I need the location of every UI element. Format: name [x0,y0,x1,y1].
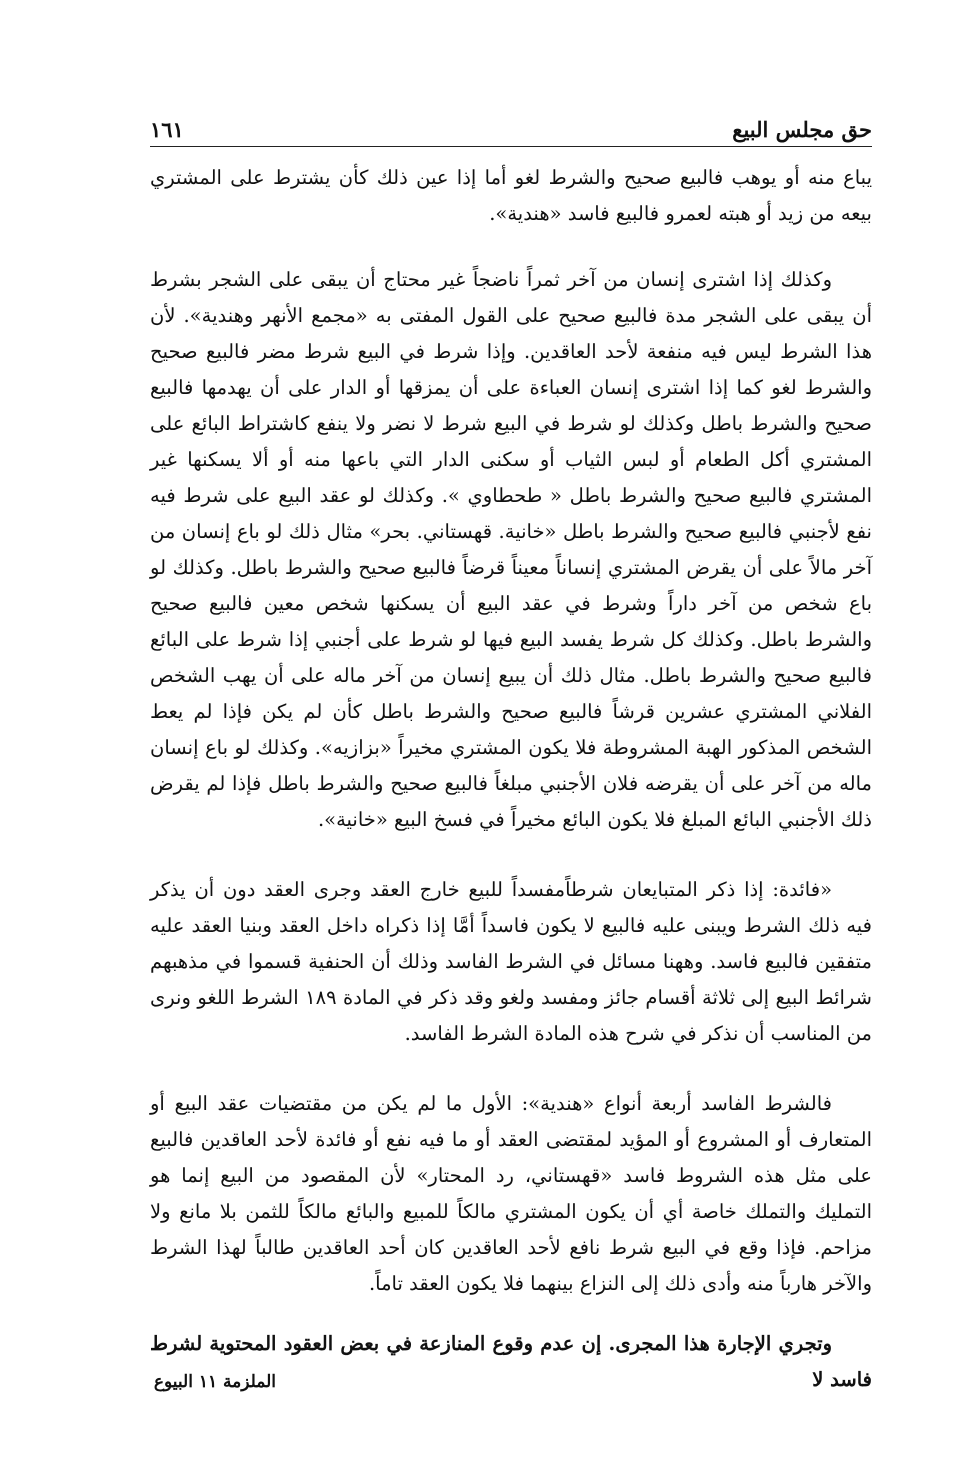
page-body [150,160,872,1398]
paragraph-5: وتجري الإجارة هذا المجرى. إن عدم وقوع المنازعة في بعض العقود المحتوية لشرط فاسد لا [150,1332,872,1391]
paragraph-4: فالشرط الفاسد أربعة أنواع «هندية»: الأول ما لم يكن من مقتضيات عقد البيع أو المتعارف أو المشروع أو المؤيد لمقتضى العقد أو ما فيه نفع أو فائدة لأحد العاقدين فالبيع على مثل هذه الشروط فاسد «قهستاني، رد المحتار» لأن المقصود من البيع إنما هو التمليك والتملك خاصة أي أن يكون المشتري مالكاً للمبيع والبائع مالكاً للثمن بلا مانع ولا مزاحم. فإذا وقع في البيع شرط نافع لأحد العاقدين كان أحد العاقدين طالباً لهذا الشرط والآخر هارباً منه وأدى ذلك إلى النزاع بينهما فلا يكون العقد تاماً. [150,1092,872,1295]
paragraph-3: «فائدة: إذا ذكر المتبايعان شرطاًمفسداً للبيع خارج العقد وجرى العقد دون أن يذكر فيه ذلك الشرط ويبنى عليه فالبيع لا يكون فاسداً أمَّا إذا ذكراه داخل العقد وبنيا العقد عليه متفقين فالبيع فاسد. وههنا مسائل في الشرط الفاسد وذلك أن الحنفية قسموا في مذهبهم شرائط البيع إلى ثلاثة أقسام جائز ومفسد ولغو وقد ذكر في المادة ١٨٩ الشرط اللغو ونرى من المناسب أن نذكر في شرح هذه المادة الشرط الفاسد. [150,878,872,1045]
page-number: ١٦١ [150,117,184,142]
paragraph-1: يباع منه أو يوهب فالبيع صحيح والشرط لغو أما إذا عين ذلك كأن يشترط على المشتري بيعه من زيد أو هبته لعمرو فالبيع فاسد «هندية». [150,166,872,225]
signature-mark: الملزمة ١١ البيوع [153,1372,276,1392]
page-header [150,112,872,147]
paragraph-2: وكذلك إذا اشترى إنسان من آخر ثمراً ناضجاً غير محتاج أن يبقى على الشجر بشرط أن يبقى على الشجر مدة فالبيع صحيح على القول المفتى به «مجمع الأنهر وهندية». لأن هذا الشرط ليس فيه منفعة لأحد العاقدين. وإذا شرط في البيع شرط مضر فالبيع صحيح والشرط لغو كما إذا اشترى إنسان العباءة على أن يمزقها أو الدار على أن يهدمها فالبيع صحيح والشرط باطل وكذلك لو شرط في البيع شرط لا نضر ولا ينفع كاشتراط البائع على المشتري أكل الطعام أو لبس الثياب أو سكنى الدار التي باعها منه أو ألا يسكنها غير المشتري فالبيع صحيح والشرط باطل « طحطاوي ». وكذلك لو عقد البيع على شرط فيه نفع لأجنبي فالبيع صحيح والشرط باطل «خانية. قهستاني. بحر» مثال ذلك لو باع إنسان من آخر مالاً على أن يقرض المشتري إنساناً معيناً قرضاً فالبيع صحيح والشرط باطل. وكذلك لو باع شخص من آخر داراً وشرط في عقد البيع أن يسكنها شخص معين فالبيع صحيح والشرط باطل. وكذلك كل شرط يفسد البيع فيها لو شرط على أجنبي إذا شرط على البائع فالبيع صحيح والشرط باطل. مثال ذلك أن يبيع إنسان من آخر ماله على أن يهب الشخص الفلاني المشتري عشرين قرشاً فالبيع صحيح والشرط باطل كأن لم يكن فإذا لم يعط الشخص المذكور الهبة المشروطة فلا يكون المشتري مخيراً «بزازيه». وكذلك لو باع إنسان ماله من آخر على أن يقرضه فلان الأجنبي مبلغاً فالبيع صحيح والشرط باطل فإذا لم يقرض ذلك الأجنبي البائع المبلغ فلا يكون البائع مخيراً في فسخ البيع «خانية». [150,268,872,831]
running-title: حق مجلس البيع [732,117,872,142]
